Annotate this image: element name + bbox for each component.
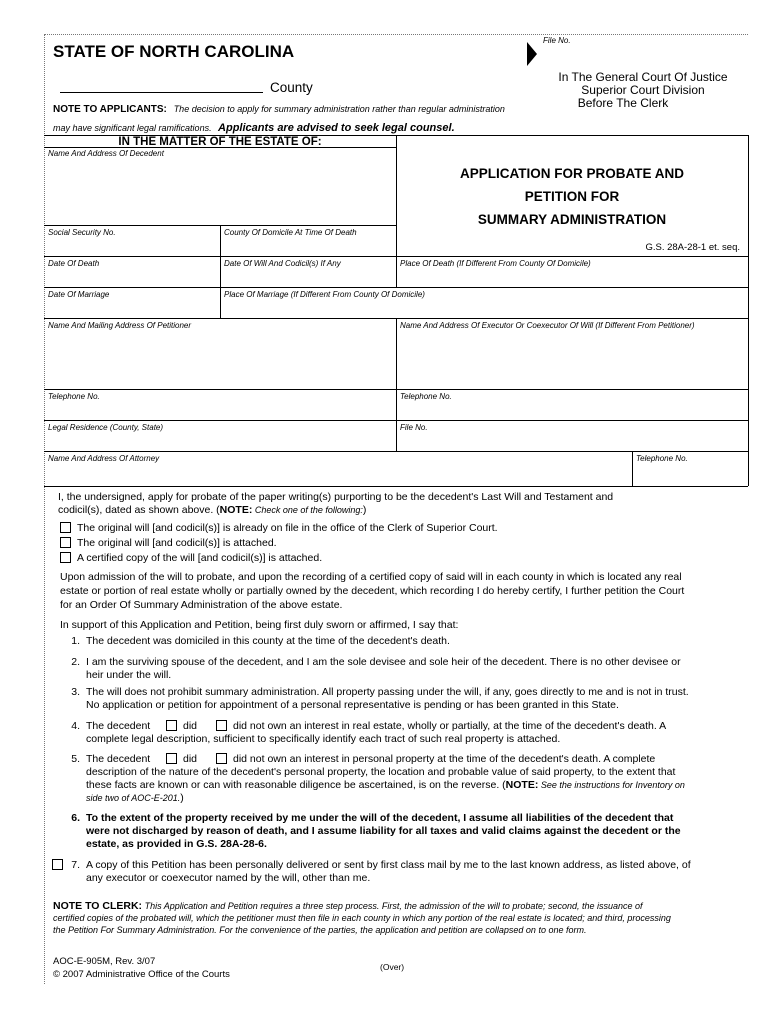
item-6-line-3: estate, as provided in G.S. 28A-28-6. xyxy=(86,838,267,850)
file-no-field-2[interactable] xyxy=(398,434,746,449)
place-death-field[interactable] xyxy=(398,270,746,285)
item-7-line-1: A copy of this Petition has been personally delivered or sent by first class mail by me to the last known address, as listed above, of xyxy=(86,859,691,871)
item-5-line-3-text: these facts are known or can with reasonable diligence be ascertained, is on the reverse. ( xyxy=(86,779,506,791)
grid-line xyxy=(748,135,749,486)
option-1-label: The original will [and codicil(s)] is already on file in the office of the Clerk of Superior Court. xyxy=(77,522,498,534)
copyright: © 2007 Administrative Office of the Courts xyxy=(53,969,230,980)
item-6-number: 6. xyxy=(71,812,80,824)
file-no-pointer-icon xyxy=(527,42,537,66)
item-2-line-2: heir under the will. xyxy=(86,669,172,681)
clerk-line-3: the Petition For Summary Administration. For the convenience of the parties, the application and petition are collapsed on to one form. xyxy=(53,925,587,935)
court-line-2: Superior Court Division xyxy=(581,83,705,97)
place-marriage-field[interactable] xyxy=(222,301,746,316)
domicile-label: County Of Domicile At Time Of Death xyxy=(224,228,357,237)
item-7-line-2: any executor or coexecutor named by the will, other than me. xyxy=(86,872,371,884)
state-title: STATE OF NORTH CAROLINA xyxy=(53,42,295,61)
attorney-label: Name And Address Of Attorney xyxy=(48,454,160,463)
item-5-close-paren: ) xyxy=(180,792,184,804)
place-marriage-label: Place Of Marriage (If Different From County Of Domicile) xyxy=(224,290,425,299)
petitioner-field[interactable] xyxy=(46,332,394,387)
statute: G.S. 28A-28-1 et. seq. xyxy=(645,242,740,253)
grid-line xyxy=(220,225,221,318)
item-5-prefix: The decedent xyxy=(86,753,151,765)
note-text-1: The decision to apply for summary administration rather than regular administration xyxy=(173,104,505,114)
date-will-field[interactable] xyxy=(222,270,394,285)
form-title-2: PETITION FOR xyxy=(524,189,620,204)
executor-label: Name And Address Of Executor Or Coexecutor Of Will (If Different From Petitioner) xyxy=(400,321,695,330)
attorney-telephone-field[interactable] xyxy=(634,465,746,484)
item-7-number: 7. xyxy=(71,859,80,871)
item-5-note-label: NOTE: xyxy=(505,779,539,791)
item-5-did-not-checkbox[interactable] xyxy=(216,753,227,764)
date-death-field[interactable] xyxy=(46,270,218,285)
domicile-field[interactable] xyxy=(222,239,394,254)
item-1-number: 1. xyxy=(71,635,80,647)
intro-line-1: I, the undersigned, apply for probate of the paper writing(s) purporting to be the decedent's Last Will and Testament and xyxy=(58,491,614,503)
grid-line xyxy=(396,318,397,451)
item-1-text: The decedent was domiciled in this county at the time of the decedent's death. xyxy=(86,635,450,647)
item-6-line-1: To the extent of the property received by me under the will of the decedent, I assume all liabilities of the decedent that xyxy=(86,812,674,824)
item-2-line-1: I am the surviving spouse of the decedent, and I am the sole devisee and sole heir of the decedent. There is no other devisee or xyxy=(86,656,681,668)
support-statement: In support of this Application and Petition, being first duly sworn or affirmed, I say that: xyxy=(60,619,459,631)
clerk-line-2: certified copies of the probated will, which the petitioner must then file in each county in which any portion of the real estate is located; and third, processing xyxy=(53,913,671,923)
ssn-label: Social Security No. xyxy=(48,228,116,237)
date-marriage-label: Date Of Marriage xyxy=(48,290,110,299)
upon-line-2: estate or portion of real estate wholly or partially owned by the decedent, which recording I do hereby certify, I further petition the Court xyxy=(60,585,685,597)
form-id: AOC-E-905M, Rev. 3/07 xyxy=(53,956,156,967)
note-text-2: may have significant legal ramifications. xyxy=(53,123,212,133)
item-3-line-1: The will does not prohibit summary administration. All property passing under the will, if any, goes directly to me and is not in trust. xyxy=(86,686,689,698)
petitioner-telephone-label: Telephone No. xyxy=(48,392,100,401)
grid-line xyxy=(44,486,748,487)
option-2-label: The original will [and codicil(s)] is attached. xyxy=(77,537,277,549)
executor-telephone-label: Telephone No. xyxy=(400,392,452,401)
attorney-telephone-label: Telephone No. xyxy=(636,454,688,463)
item-4-did-not-checkbox[interactable] xyxy=(216,720,227,731)
clerk-line-1: This Application and Petition requires a three step process. First, the admission of the will to probate; second, the issuance of xyxy=(144,901,643,911)
intro-text: codicil(s), dated as shown above. ( xyxy=(58,504,220,516)
intro-check-text: Check one of the following: xyxy=(252,505,363,515)
item-2-number: 2. xyxy=(71,656,80,668)
file-no-label-2: File No. xyxy=(400,423,428,432)
clerk-label: NOTE TO CLERK: xyxy=(53,900,143,912)
date-will-label: Date Of Will And Codicil(s) If Any xyxy=(224,259,341,268)
court-line-1: In The General Court Of Justice xyxy=(558,70,728,84)
decedent-field[interactable] xyxy=(46,160,394,222)
date-marriage-field[interactable] xyxy=(46,301,218,316)
over-label: (Over) xyxy=(380,962,405,972)
form-title-1: APPLICATION FOR PROBATE AND xyxy=(460,166,684,181)
attorney-field[interactable] xyxy=(46,465,630,484)
court-line-3: Before The Clerk xyxy=(577,96,669,110)
item-5-note-text: See the instructions for Inventory on xyxy=(538,780,685,790)
intro-note-label: NOTE: xyxy=(219,504,253,516)
note-line-2 xyxy=(53,118,455,136)
item-5-did-checkbox[interactable] xyxy=(166,753,177,764)
petitioner-telephone-field[interactable] xyxy=(46,403,394,418)
note-to-clerk xyxy=(53,901,748,912)
item-5-line-2: description of the nature of the decedent's personal property, the location and probable value of said property, to the extent that xyxy=(86,766,676,778)
file-no-field[interactable] xyxy=(543,47,743,61)
item-5-line-4 xyxy=(86,792,184,805)
will-attached-checkbox[interactable] xyxy=(60,537,71,548)
note-to-applicants xyxy=(53,104,505,115)
residence-label: Legal Residence (County, State) xyxy=(48,423,164,432)
county-label: County xyxy=(270,80,313,95)
certified-copy-checkbox[interactable] xyxy=(60,552,71,563)
item-5-did-label: did xyxy=(183,753,198,765)
item-5-number: 5. xyxy=(71,753,80,765)
intro-line-2 xyxy=(58,504,366,517)
decedent-label: Name And Address Of Decedent xyxy=(48,149,164,158)
item-4-prefix: The decedent xyxy=(86,720,151,732)
item-5-did-not-label: did not own an interest in personal property at the time of the decedent's death. A complete xyxy=(233,753,656,765)
item-6-line-2: were not discharged by reason of death, and I assume liability for all taxes and valid claims against the decedent or the xyxy=(86,825,681,837)
upon-line-1: Upon admission of the will to probate, and upon the recording of a certified copy of said will in each county in which is located any real xyxy=(60,571,682,583)
executor-telephone-field[interactable] xyxy=(398,403,746,418)
note-label: NOTE TO APPLICANTS: xyxy=(53,104,167,115)
county-line xyxy=(60,92,263,93)
place-death-label: Place Of Death (If Different From County Of Domicile) xyxy=(400,259,591,268)
note-bold: Applicants are advised to seek legal counsel. xyxy=(218,122,455,134)
upon-line-3: for an Order Of Summary Administration of the above estate. xyxy=(60,599,343,611)
item-5-line-3 xyxy=(86,779,685,792)
item-5-line-4-text: side two of AOC-E-201. xyxy=(86,793,181,803)
date-death-label: Date Of Death xyxy=(48,259,100,268)
ssn-field[interactable] xyxy=(46,239,218,254)
grid-line xyxy=(44,451,748,452)
option-3-label: A certified copy of the will [and codicil(s)] is attached. xyxy=(77,552,323,564)
page-left-border xyxy=(44,34,45,984)
grid-line xyxy=(632,451,633,486)
item-4-number: 4. xyxy=(71,720,80,732)
page-top-border xyxy=(44,34,748,35)
file-no-label: File No. xyxy=(543,36,571,45)
grid-line xyxy=(396,256,397,287)
item-3-line-2: No application or petition for appointment of a personal representative is pending or has been granted in this State. xyxy=(86,699,619,711)
item-4-did-not-label: did not own an interest in real estate, wholly or partially, at the time of the decedent's death. A xyxy=(233,720,667,732)
residence-field[interactable] xyxy=(46,434,394,449)
item-4-did-label: did xyxy=(183,720,198,732)
executor-field[interactable] xyxy=(398,332,746,387)
item-3-number: 3. xyxy=(71,686,80,698)
intro-close-paren: ) xyxy=(362,504,367,516)
grid-line xyxy=(396,135,397,256)
item-4-line-2: complete legal description, sufficient to specifically identify each tract of such real property is attached. xyxy=(86,733,561,745)
item-4-did-checkbox[interactable] xyxy=(166,720,177,731)
will-on-file-checkbox[interactable] xyxy=(60,522,71,533)
form-title-3: SUMMARY ADMINISTRATION xyxy=(477,212,667,227)
matter-heading: IN THE MATTER OF THE ESTATE OF: xyxy=(118,136,322,148)
petitioner-label: Name And Mailing Address Of Petitioner xyxy=(48,321,192,330)
county-input[interactable] xyxy=(60,78,263,92)
grid-line xyxy=(44,287,748,288)
